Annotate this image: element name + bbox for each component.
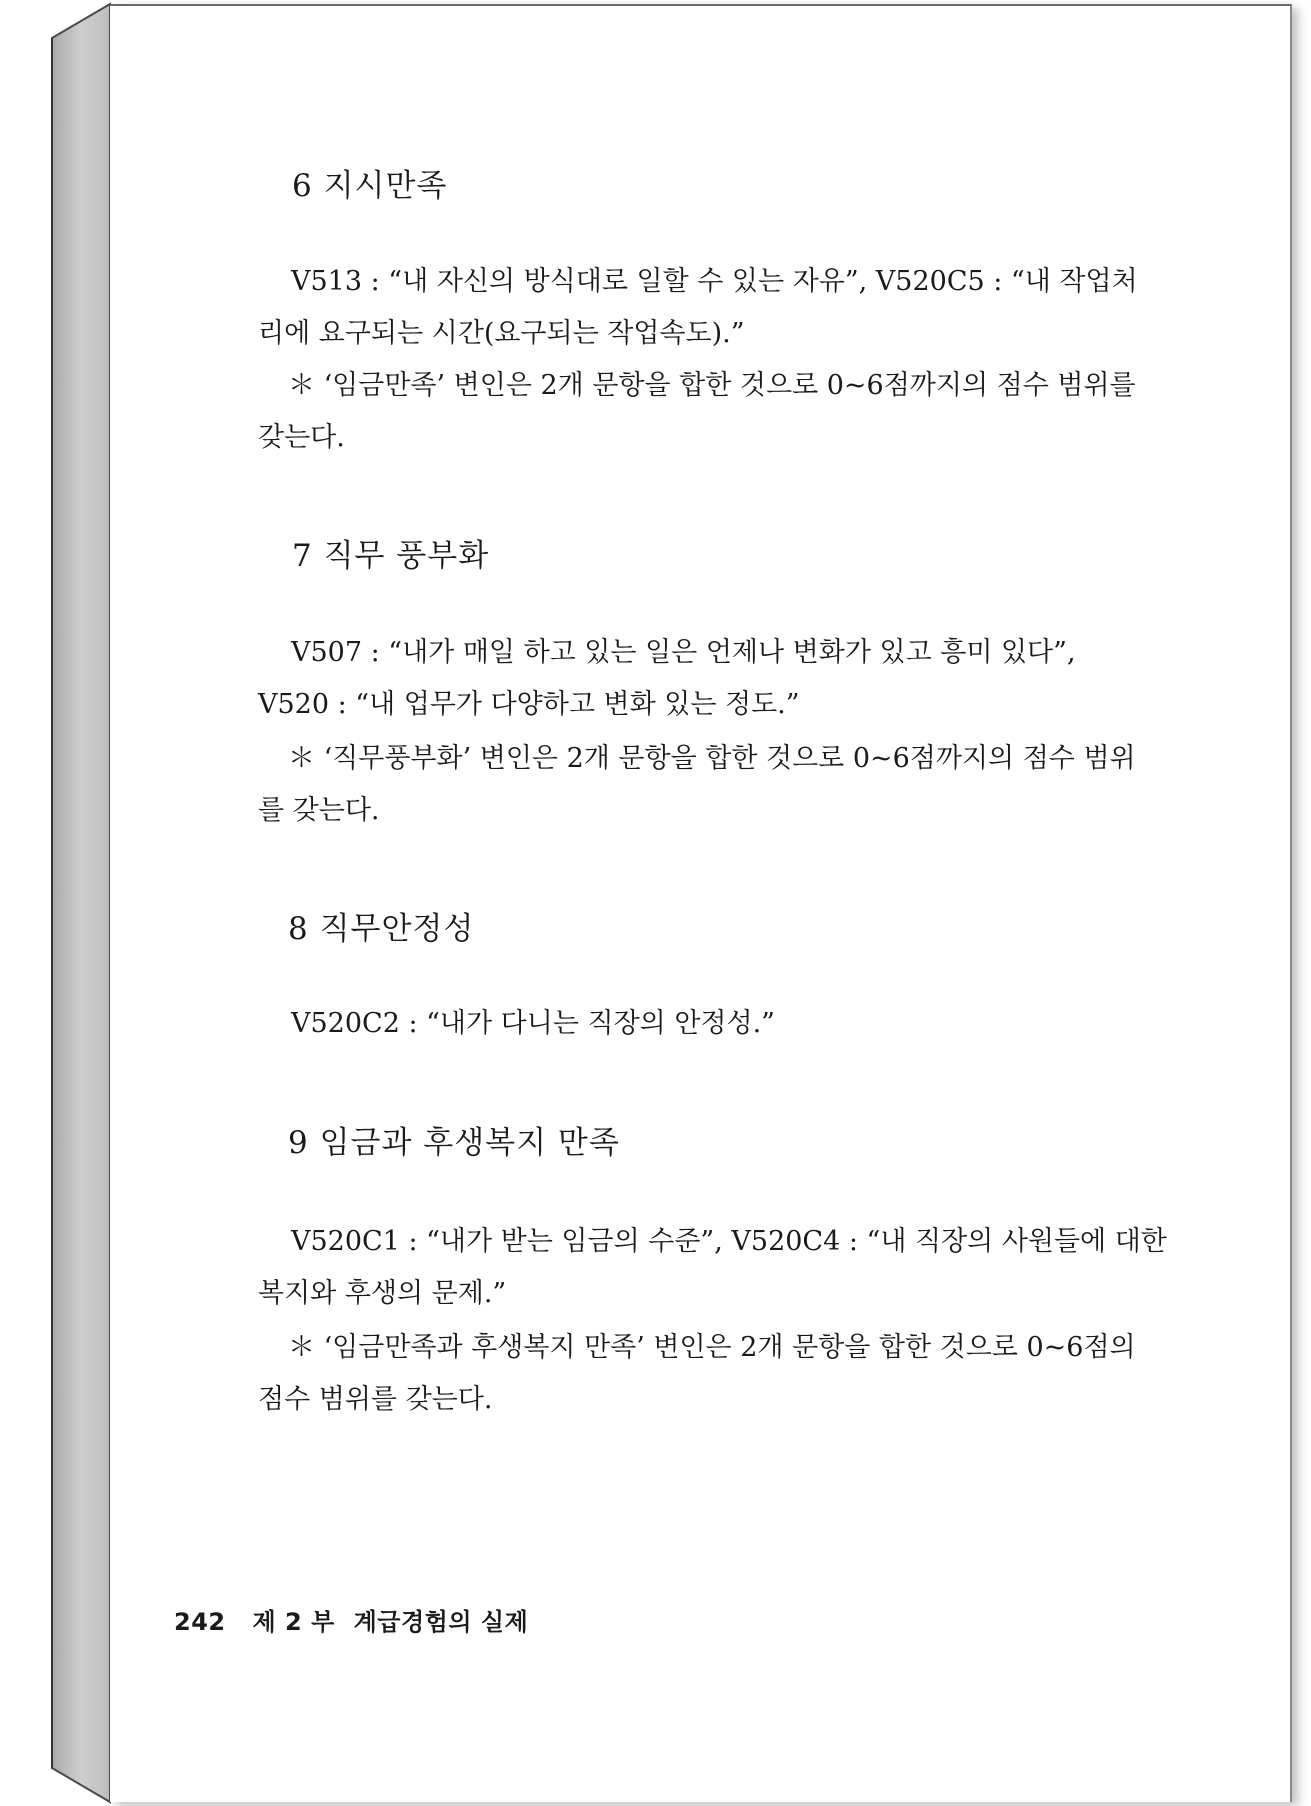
section-heading-9: 9 임금과 후생복지 만족 <box>288 1125 620 1161</box>
text-line: 리에 요구되는 시간(요구되는 작업속도).” <box>258 318 745 349</box>
text-line: 갖는다. <box>258 422 345 453</box>
text-line: ＊ ‘임금만족’ 변인은 2개 문항을 합한 것으로 0~6점까지의 점수 범위를 <box>288 370 1136 401</box>
text-line: ＊ ‘직무풍부화’ 변인은 2개 문항을 합한 것으로 0~6점까지의 점수 범위 <box>288 743 1136 774</box>
section-6-paragraph-1 <box>258 256 1308 360</box>
section-9-paragraph-1 <box>258 1216 1308 1320</box>
section-7-paragraph-1 <box>258 627 1308 731</box>
text-line: V520C2 : “내가 다니는 직장의 안정성.” <box>291 1008 775 1039</box>
section-heading-8: 8 직무안정성 <box>288 911 475 947</box>
section-heading-7: 7 직무 풍부화 <box>292 538 490 574</box>
text-line: 복지와 후생의 문제.” <box>258 1278 507 1309</box>
text-line: V507 : “내가 매일 하고 있는 일은 언제나 변화가 있고 흥미 있다”, <box>291 637 1076 668</box>
text-line: 를 갖는다. <box>258 795 380 826</box>
section-7-note <box>258 733 1308 837</box>
page-number: 242 <box>174 1608 226 1636</box>
part-title: 계급경험의 실제 <box>353 1608 529 1636</box>
text-line: ＊ ‘임금만족과 후생복지 만족’ 변인은 2개 문항을 합한 것으로 0~6점의 <box>288 1332 1136 1363</box>
text-line: V520C1 : “내가 받는 임금의 수준”, V520C4 : “내 직장의 사원들에 대한 <box>291 1226 1167 1257</box>
part-label: 제 2 부 <box>252 1608 335 1636</box>
section-6-note <box>258 360 1308 464</box>
section-heading-6: 6 지시만족 <box>292 168 448 204</box>
page-footer <box>174 1602 528 1637</box>
text-line: V513 : “내 자신의 방식대로 일할 수 있는 자유”, V520C5 : “내 작업처 <box>291 266 1138 297</box>
section-8-paragraph-1 <box>258 998 1308 1050</box>
text-line: 점수 범위를 갖는다. <box>258 1384 493 1415</box>
section-9-note <box>258 1322 1308 1426</box>
text-line: V520 : “내 업무가 다양하고 변화 있는 정도.” <box>258 689 800 720</box>
